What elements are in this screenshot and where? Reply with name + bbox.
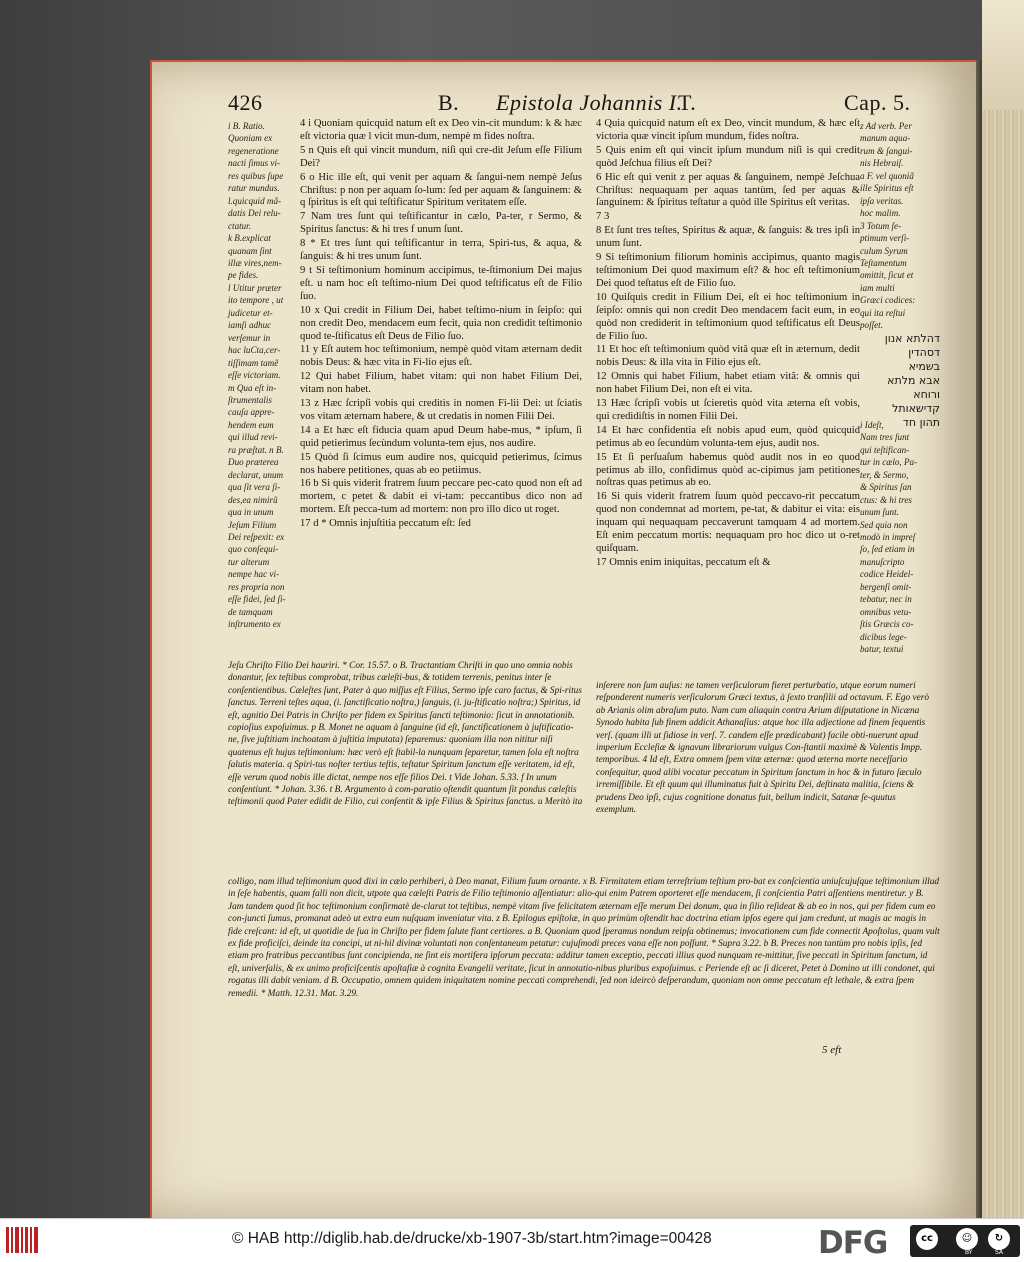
margin-note-line: ra præſtat. n B. bbox=[228, 444, 284, 455]
verse: 8 Et ſunt tres teſtes, Spiritus & aquæ, & ſanguis: & tres ipſi in unum ſunt. bbox=[596, 225, 860, 250]
sa-icon: ↻ bbox=[988, 1228, 1010, 1250]
sa-label: SA bbox=[995, 1249, 1004, 1256]
margin-note-line: qui ita reſtui bbox=[860, 307, 906, 318]
verse: 13 z Hæc ſcripſi vobis qui creditis in nomen Fi-lii Dei: ut ſciatis vos vitam æternam habere, & ut credatis in nomen Filii Dei. bbox=[300, 398, 582, 422]
margin-note-line: res propria non bbox=[228, 581, 285, 592]
margin-note-line: hendem eum bbox=[228, 419, 274, 430]
margin-note-line: Jeſum Filium bbox=[228, 519, 277, 530]
margin-note-line: Teſtamentum bbox=[860, 257, 907, 268]
margin-note-line: m Qua eſt in- bbox=[228, 382, 277, 393]
verse: 5 Quis enim eſt qui vincit ipſum mundum niſi is qui credit quòd Jeſchua filius eſt Dei? bbox=[596, 144, 860, 169]
margin-note-line: unum ſunt. bbox=[860, 507, 899, 518]
margin-note-line: tur in cælo, Pa- bbox=[860, 457, 918, 468]
chapter-heading: Cap. 5. bbox=[844, 90, 911, 115]
margin-note-line: ille Spiritus eſt bbox=[860, 183, 914, 194]
margin-note-line: iamſi adhuc bbox=[228, 320, 272, 331]
margin-note-line: ratur mundus. bbox=[228, 183, 280, 194]
verse: 11 y Eſt autem hoc teſtimonium, nempè quòd vitam æternam dedit nobis Deus: & hæc vita in Fi-lio ejus eſt. bbox=[300, 344, 582, 369]
syriac-quotation bbox=[852, 332, 940, 430]
page-stack-top bbox=[982, 0, 1024, 110]
catchword: 5 eft bbox=[822, 1044, 842, 1056]
margin-note-line: ptimum verſi- bbox=[860, 233, 910, 244]
verse: 4 i Quoniam quicquid natum eſt ex Deo vin-cit mundum: k & hæc eſt victoria quæ l vicit mun-dum, nempè m fides noſtra. bbox=[300, 118, 582, 142]
cc-icon: cc bbox=[916, 1228, 938, 1250]
verse: 17 Omnis enim iniquitas, peccatum eſt & bbox=[596, 556, 771, 568]
page-stack-edge bbox=[982, 0, 1024, 1218]
margin-note-line: Quoniam ex bbox=[228, 133, 273, 144]
verse: 14 Et hæc confidentia eſt nobis apud eum, quòd quicquid petimus ab eo ſecundùm volunta-tem ejus, audit nos. bbox=[596, 424, 860, 449]
margin-note-line: z Ad verb. Per bbox=[860, 121, 912, 131]
margin-note-line: ſtis Græcis co- bbox=[860, 619, 914, 630]
margin-note-line: ipſa veritas. bbox=[860, 195, 904, 206]
margin-note-line: poſſet. bbox=[860, 320, 883, 331]
margin-note-line: Græci codices: bbox=[860, 295, 916, 306]
footnotes-full-width: colligo, nam illud teſtimonium quod dixi in cælo perhiberi, à Deo manat, Filium ſuum ornante. x B. Firmitatem etiam terreſtrium teſtium pro-bat ex conſcientia uniuſcujuſque teſtimonium illud in ſeſe habentis, quam falli non dicit, utpote qua cæleſti Patris de Filio teſtimonio aſſentiatur: alio-qui enim Patrem oporteret eſſe mendacem, ſi conſcientia Patri aſſentiens mentiretur. y B. Jam tandem quod ſit hoc teſtimonium conſirmatè de-clarat tot teſtibus, nempè vitam ſive felicitatem æternam eſſe merum Dei donum, qua in ſilio reſideat & ab eo in nos, qui per fidem cum eo con-juncti ſumus, promanat adeò ut extra eum nuſquam inveniatur vita. z B. Epilogus epiſtolæ, in quo primùm oſtendit hac doctrina etiam ipſos egere qui jam credunt, ut magis ac magis in fide creſcant: id eſt, ut quotidie de ſua in Chriſto per fidem ſalute fiant certiores. a B. Quoniam quod ſperamus nondum reipſa obtinemus; invocationem cum fide connectit Apoſtolus, quam vult ex fide proficiſci, deinde ita concipi, ut ni-hil divinæ voluntati non conſentaneum petatur: cujuſmodi preces vana eſſe non poſſunt. * Supra 3.22. b B. Preces non tantùm pro nobis ipſis, ſed etiam pro fratribus peccantibus ſunt concipienda, ne ſint eis mortifera ipſorum peccata: additur tamen exceptio, peccati illius quod nunquam re-mittitur, ſive peccati in Spiritum ſanctum, id eſt, univerſalis, & ex animo proficiſcentis apoſtaſiæ à cognita Evangelii veritate, ſicut in annotatio-nibus pluribus expoſuimus. c Periende eſt ac ſi diceret, Petet à Domino ut illi condonet, qui rogatus illi dabit veniam. d B. Occupatio, omnem quidem iniquitatem nomine peccati comprehendi, ſed non ideircò deſperandum, quoniam non omne peccatum eſt lethale, & extra ſpem remedii. * Matth. 12.31. Mat. 3.29. bbox=[228, 877, 940, 999]
margin-note-line: 3 Totum ſe- bbox=[860, 220, 902, 231]
margin-note-line: cauſa appre- bbox=[228, 407, 275, 418]
margin-note-line: eſſe fidei, ſed ſi- bbox=[228, 594, 286, 605]
syriac-line: קדישאותל bbox=[892, 402, 940, 415]
verse: 15 Quòd ſi ſcimus eum audire nos, quicquid petierimus, ſcimus nos habere petitiones, quas ab eo petiimus. bbox=[300, 451, 582, 476]
margin-note-line: modò in impreſ bbox=[860, 531, 916, 542]
margin-note-line: rum & ſangui- bbox=[860, 145, 913, 156]
margin-note-line: eſſe victoriam. bbox=[228, 370, 281, 381]
source-link[interactable]: © HAB http://diglib.hab.de/drucke/xb-1907-3b/start.htm?image=00428 bbox=[232, 1230, 712, 1247]
margin-note-line: culum Syrum bbox=[860, 245, 908, 256]
page-title: Epistola Johannis I. bbox=[496, 90, 683, 115]
margin-note-line: bergenſi omit- bbox=[860, 581, 912, 592]
margin-note-line: hac luCta,cer- bbox=[228, 345, 281, 356]
margin-note-line: iam multi bbox=[860, 282, 895, 293]
margin-note-line: manuſcripto bbox=[860, 556, 905, 567]
margin-note-line: i B. Ratio. bbox=[228, 121, 265, 131]
margin-note-line: l.quicquid mã- bbox=[228, 195, 282, 206]
verse: 9 Si teſtimonium filiorum hominis accipimus, quanto magis teſtimonium Dei quod maximum eſt? & hoc eſt teſtimonium Dei quod teſtatus eſt de Filio ſuo. bbox=[596, 252, 860, 289]
syriac-line: בשמיא bbox=[908, 360, 940, 373]
margin-note-line: tiſſimam tamẽ bbox=[228, 357, 279, 368]
verse: 6 Hic eſt qui venit z per aquas & ſanguinem, nempè Jeſchua Chriſtus: nequaquam per aquas tantùm, ſed per aquas & ſanguinem: & ſpiritus teſtatur a quòd ille Spiritus eſt veritas. bbox=[596, 171, 860, 209]
margin-note-line: regeneratione bbox=[228, 145, 279, 156]
margin-note-line: res quibus ſupe bbox=[228, 170, 284, 181]
verse: 13 Hæc ſcripſi vobis ut ſcieretis quòd vita æterna eſt vobis, qui credidiſtis in nomen Filii Dei. bbox=[596, 398, 860, 422]
verse: 16 Si quis viderit fratrem ſuum quòd peccavo-rit peccatum quod non condemnat ad mortem, pe-tat, & dabitur ei vita: eis inquam qui nequaquam peccaverunt tamquam 4 ad mortem. Eſt enim peccatum mortis: nequaquam pro hoc dico ut o-ret quiſquam. bbox=[596, 491, 860, 554]
margin-note-line: Duo præterea bbox=[228, 457, 279, 468]
margin-note-line: omnibus vetu- bbox=[860, 606, 912, 617]
verse: 16 b Si quis viderit fratrem ſuum peccare pec-cato quod non eſt ad mortem, c petet & dabit ei vi-tam: peccantibus dico non ad mortem. Eſt pecca-tum ad mortem: non pro illo dico ut roget. bbox=[300, 478, 582, 516]
syriac-line: אבא מלתא bbox=[887, 374, 940, 387]
margin-note-line: Dei reſpexit: ex bbox=[228, 531, 285, 542]
margin-note-line: ctus: & hi tres bbox=[860, 494, 912, 505]
margin-note-line: judicetur et- bbox=[228, 307, 273, 318]
margin-note-line: quanam ſint bbox=[228, 245, 272, 256]
margin-note-line: ſo, ſed etiam in bbox=[860, 544, 915, 555]
latin-column bbox=[300, 118, 582, 532]
margin-note-line: inſtrumento ex bbox=[228, 619, 281, 630]
margin-note-line: l Utitur præter bbox=[228, 282, 282, 293]
syriac-line: ורוחא bbox=[913, 388, 940, 401]
margin-note-line: omittit, ſicut et bbox=[860, 270, 914, 281]
margin-note-line: tebatur, nec in bbox=[860, 594, 912, 605]
verse: 7 3 bbox=[596, 211, 610, 223]
footnotes-right: inſerere non ſum auſus: ne tamen verſiculorum fieret perturbatio, utque eorum numeri reſponderent numeris verſiculorum Græci textus, à ſexto tranſilii ad octavum. F. Ego verò ab Arianis olim abraſum puto. Nam cum aliaquin contra Arium diſputatione in Nicæna Synodo habita ſub finem addicit Athanaſius: atque hoc illa adjectione ad finem ſequentis verſ. (quam illi ut ſidiose in verſ. 7. candem eſſe prædicabant) facile obti-nuerunt apud imperium Eccleſiæ & ignavum librariorum vulgus Con-ſtantii maximè & Valentis Impp. temporibus. 4 Id eſt, Extra omnem ſpem vitæ æternæ: quod æterna morte neceſſario conſequitur, quod alibi vocatur peccatum in Spiritum ſanctum in hoc & in futuro ſæculo irremiſſibile. Et eſt quum qui illuminatus fuit à Spiritu Dei, deſtinata malitia, ſciens & prudens Deo ipſi, cujus cognitione donatus fuit, bellum indicit, Satanæ ſe-quutus exemplum. bbox=[596, 681, 929, 816]
verse: 15 Et ſi perſuaſum habemus quòd audit nos in eo quod petimus ab illo, confidimus quòd ac-cipimus jam petitiones noſtras quas petimus ab eo. bbox=[596, 451, 860, 489]
verse: 5 n Quis eſt qui vincit mundum, niſi qui cre-dit Jeſum eſſe Filium Dei? bbox=[300, 144, 582, 169]
verse: 7 Nam tres ſunt qui teſtificantur in cælo, Pa-ter, r Sermo, & Spiritus ſanctus: & hi tres f unum ſunt. bbox=[300, 211, 582, 236]
margin-note-line: nempe hac vi- bbox=[228, 569, 280, 580]
margin-note-line: datis Dei relu- bbox=[228, 208, 281, 219]
margin-note-line: qua ſit vera ſi- bbox=[228, 482, 281, 493]
translation-column bbox=[596, 118, 860, 571]
syriac-line: דהלתא אנון bbox=[884, 332, 940, 345]
verse: 10 x Qui credit in Filium Dei, habet teſtimo-nium in ſeipſo: qui non credit Deo, mendacem eum fecit, quia non credidit teſtimonio quod te-ſtificatus eſt Deus de Filio ſuo. bbox=[300, 304, 582, 342]
verse: 14 a Et hæc eſt fiducia quam apud Deum habe-mus, * ipſum, ſi quid petierimus ſecùndum volunta-tem ejus, nos audire. bbox=[300, 424, 582, 449]
footer-bar bbox=[0, 1218, 1024, 1262]
verse: 11 Et hoc eſt teſtimonium quòd vitã quæ eſt in æternum, dedit nobis Deus: & illa vita in Filio ejus eſt. bbox=[596, 344, 860, 369]
margin-note-line: Nam tres ſunt bbox=[860, 432, 910, 443]
margin-note-line: qui teſtifican- bbox=[860, 444, 910, 455]
margin-note-line: des,ea nimirũ bbox=[228, 494, 278, 505]
margin-note-line: verſemur in bbox=[228, 332, 271, 343]
header-b: B. bbox=[438, 90, 460, 115]
verse: 4 Quia quicquid natum eſt ex Deo, vincit mundum, & hæc eſt victoria quæ vincit ipſum mundum, fides noſtra. bbox=[596, 118, 860, 142]
left-margin-notes bbox=[228, 120, 300, 631]
margin-note-line: ito tempore , ut bbox=[228, 295, 284, 306]
margin-note-line: k B.explicat bbox=[228, 233, 271, 244]
by-label: BY bbox=[965, 1249, 973, 1256]
footnotes-left: Jeſu Chriſto Filio Dei hauriri. * Cor. 15.57. o B. Tractantiam Chriſti in quo uno omnia nobis donantur, ſex teſtibus comprobat, tribus cæleſti-bus, & totidem terrenis, penitus inter ſe conſentientibus. Cæleſtes ſunt, Pater à quo miſſus eſt Filius, Sermo ipſe caro factus, & Spi-ritus ſanctus. Terreni teſtes aqua, (i. ſanctificatio noſtra,) ſanguis, (i. ju-ſtificatio noſtra;) Spiritus, id eſt, agnitio Dei Patris in Chriſto per fidem ex Spiritus ſancti teſtimonio: ſicut in annotationib. copioſius expoſuimus. p B. Monet ne aquam à ſanguine (id eſt, ſanctificationem à juſtificatio-ne, ſive juſtitiam inchoatam à juſtitia imputata) ſeparemus: quoniam illa non nititur niſi quatenus eſt hujus teſtimonium: hæc verò eſt ſtabil-la nunquam ſeparetur, tamen ſola eſt noſtra ſalutis materia. q Spiri-tus noſter tertius teſtis, teſtatur Spiritum ſanctum eſſe veritatem, id eſt, eſſe verum quod nobis ille dictat, nempe nos eſſe filios Dei. t Vide Johan. 5.33. f In unum conſentiunt. * Johan. 3.36. t B. Argumento à com-paratio oſtendit quantum ſit pondus cæleſtis teſtimonii quod Pater edidit de Filio, cui conſentit & ipſe Filius & Spiritus ſanctus. u Meritò ita bbox=[228, 661, 583, 808]
margin-note-line: declarat, unum bbox=[228, 469, 284, 480]
margin-note-line: qui illud revi- bbox=[228, 432, 278, 443]
barcode-icon bbox=[6, 1227, 38, 1253]
margin-note-line: pe fides. bbox=[228, 270, 259, 281]
margin-note-line: qua in unum bbox=[228, 507, 274, 518]
verse: 10 Quiſquis credit in Filium Dei, eſt ei hoc teſtimonium in ſeipſo: omnis qui non credit Deo mendacem facit eum, in eo quòd non crediderit in teſtimonium quod teſtificatus eſt Deus de Filio ſuo. bbox=[596, 291, 860, 342]
verse: 6 o Hic ille eſt, qui venit per aquam & ſangui-nem nempè Jeſus Chriſtus: p non per aquam ſo-lum: ſed per aquam & ſanguinem: & q ſpiritus is eſt qui teſtificatur Spiritum veritatem eſſe. bbox=[300, 171, 582, 209]
margin-note-line: illæ vires,nem- bbox=[228, 257, 282, 268]
header-t: T. bbox=[678, 90, 697, 115]
syriac-line: תהון חד bbox=[902, 416, 940, 429]
margin-note-line: dicibus lege- bbox=[860, 631, 907, 642]
license-badge[interactable] bbox=[910, 1225, 1020, 1257]
margin-note-line: Sed quia non bbox=[860, 519, 908, 530]
margin-note-line: tur alterum bbox=[228, 556, 270, 567]
syriac-line: דסהדין bbox=[908, 346, 940, 359]
verse: 9 t Si teſtimonium hominum accipimus, te-ſtimonium Dei majus eſt. u nam hoc eſt teſtimo-nium Dei quod teſtificatus eſt de Filio ſuo. bbox=[300, 264, 582, 302]
margin-note-line: ſtrumentalis bbox=[228, 394, 272, 405]
page-number: 426 bbox=[228, 90, 263, 115]
verse: 8 * Et tres ſunt qui teſtificantur in terra, Spiri-tus, & aqua, & ſanguis: & hi tres unum ſunt. bbox=[300, 238, 582, 263]
margin-note-line: de tamquam bbox=[228, 606, 273, 617]
margin-note-line: codice Heidel- bbox=[860, 569, 914, 580]
margin-note-line: hoc malim. bbox=[860, 208, 901, 219]
margin-note-line: manum aqua- bbox=[860, 133, 911, 144]
by-icon: ☺ bbox=[956, 1228, 978, 1250]
margin-note-line: quo conſequi- bbox=[228, 544, 279, 555]
margin-note-line: a F. vel quoniã bbox=[860, 170, 914, 181]
margin-note-line: batur, textui bbox=[860, 644, 904, 655]
scanned-page bbox=[150, 60, 976, 1218]
margin-note-line: i Ideſt, bbox=[860, 419, 884, 430]
margin-note-line: & Spiritus ſan bbox=[860, 482, 912, 493]
margin-note-line: ter, & Sermo, bbox=[860, 469, 909, 480]
margin-note-line: nacti ſimus vi- bbox=[228, 158, 281, 169]
dfg-logo[interactable]: DFG bbox=[818, 1225, 888, 1261]
margin-note-line: ctatur. bbox=[228, 220, 251, 231]
margin-note-line: nis Hebraiſ. bbox=[860, 158, 904, 169]
verse: 17 d * Omnis injuſtitia peccatum eſt: ſed bbox=[300, 518, 471, 530]
verse: 12 Qui habet Filium, habet vitam: qui non habet Filium Dei, vitam non habet. bbox=[300, 371, 582, 396]
verse: 12 Omnis qui habet Filium, habet etiam vitã: & omnis qui non habet Filium Dei, non eſt ei vita. bbox=[596, 371, 860, 396]
